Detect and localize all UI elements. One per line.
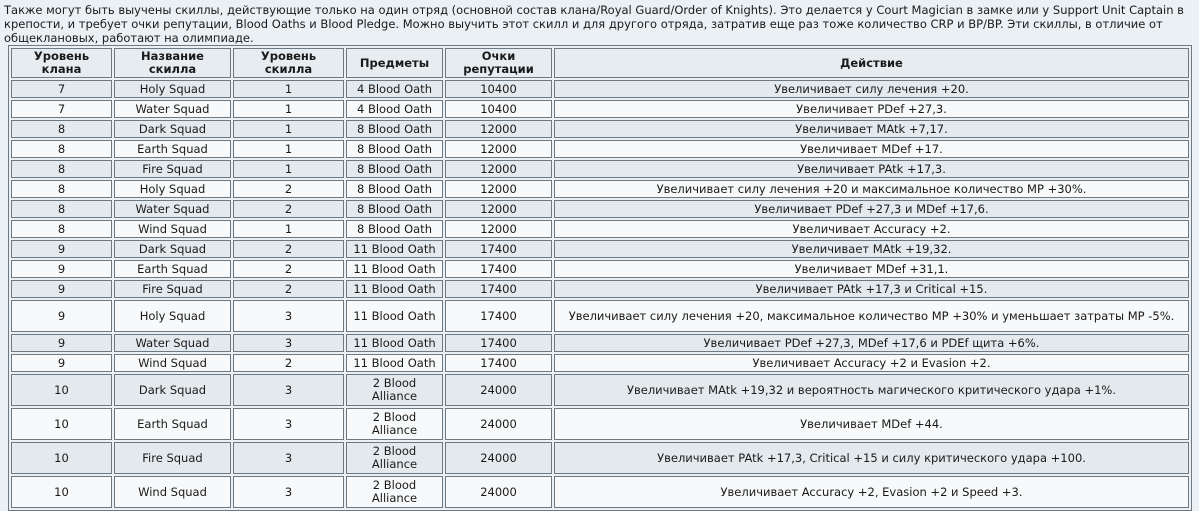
clan-level-cell: 9: [11, 334, 112, 352]
clan-level-cell: 8: [11, 140, 112, 158]
effect-cell: Увеличивает PAtk +17,3.: [554, 160, 1189, 178]
skill-name-cell: Earth Squad: [114, 140, 231, 158]
intro-paragraph: Также могут быть выучены скиллы, действующие только на один отряд (основной состав клана/Royal Guard/Order of Knights). Это делается у Court Magician в замке или у Support Unit Captain в крепости, и требует очки репутации, Blood Oaths и Blood Pledge. Можно выучить этот скилл и для другого отряда, затратив еще раз тоже количество CRP и BP/BP. Эти скиллы, в отличие от общеклановых, работают на олимпиаде.: [4, 3, 1184, 45]
table-row: [11, 442, 1189, 474]
effect-cell: Увеличивает силу лечения +20.: [554, 80, 1189, 98]
effect-cell: Увеличивает силу лечения +20, максимальное количество MP +30% и уменьшает затраты MP -5%.: [554, 300, 1189, 332]
table-row: [11, 240, 1189, 258]
table-row: [11, 354, 1189, 372]
reputation-cell: 10400: [445, 80, 552, 98]
skill-name-cell: Fire Squad: [114, 280, 231, 298]
skill-level-cell: 2: [233, 260, 344, 278]
effect-cell: Увеличивает PAtk +17,3, Critical +15 и силу критического удара +100.: [554, 442, 1189, 474]
skill-level-cell: 1: [233, 80, 344, 98]
skill-name-cell: Fire Squad: [114, 160, 231, 178]
table-row: [11, 80, 1189, 98]
effect-cell: Увеличивает MAtk +7,17.: [554, 120, 1189, 138]
skill-name-cell: Dark Squad: [114, 240, 231, 258]
skill-name-cell: Water Squad: [114, 200, 231, 218]
skill-name-cell: Holy Squad: [114, 300, 231, 332]
header-effect: Действие: [554, 48, 1189, 78]
effect-cell: Увеличивает MAtk +19,32.: [554, 240, 1189, 258]
reputation-cell: 12000: [445, 180, 552, 198]
clan-level-cell: 8: [11, 220, 112, 238]
effect-cell: Увеличивает Accuracy +2 и Evasion +2.: [554, 354, 1189, 372]
clan-level-cell: 9: [11, 354, 112, 372]
skill-level-cell: 2: [233, 240, 344, 258]
table-row: [11, 300, 1189, 332]
items-cell: 8 Blood Oath: [346, 140, 443, 158]
effect-cell: Увеличивает Accuracy +2.: [554, 220, 1189, 238]
skill-level-cell: 1: [233, 220, 344, 238]
clan-level-cell: 9: [11, 260, 112, 278]
reputation-cell: 17400: [445, 280, 552, 298]
header-clan-level: Уровень клана: [11, 48, 112, 78]
reputation-cell: 24000: [445, 408, 552, 440]
items-cell: 11 Blood Oath: [346, 280, 443, 298]
skill-level-cell: 2: [233, 200, 344, 218]
skill-name-cell: Dark Squad: [114, 374, 231, 406]
table-header-row: [11, 48, 1189, 78]
clan-level-cell: 9: [11, 280, 112, 298]
items-cell: 11 Blood Oath: [346, 260, 443, 278]
header-reputation: Очки репутации: [445, 48, 552, 78]
items-cell: 8 Blood Oath: [346, 220, 443, 238]
clan-level-cell: 10: [11, 442, 112, 474]
clan-level-cell: 9: [11, 300, 112, 332]
reputation-cell: 12000: [445, 220, 552, 238]
table-row: [11, 140, 1189, 158]
clan-level-cell: 8: [11, 200, 112, 218]
effect-cell: Увеличивает MDef +17.: [554, 140, 1189, 158]
items-cell: 2 Blood Alliance: [346, 476, 443, 508]
items-cell: 4 Blood Oath: [346, 80, 443, 98]
reputation-cell: 12000: [445, 200, 552, 218]
skill-name-cell: Wind Squad: [114, 354, 231, 372]
items-cell: 8 Blood Oath: [346, 200, 443, 218]
table-row: [11, 476, 1189, 508]
items-cell: 2 Blood Alliance: [346, 442, 443, 474]
items-cell: 2 Blood Alliance: [346, 374, 443, 406]
skill-level-cell: 3: [233, 476, 344, 508]
items-cell: 2 Blood Alliance: [346, 408, 443, 440]
reputation-cell: 12000: [445, 120, 552, 138]
table-row: [11, 334, 1189, 352]
reputation-cell: 17400: [445, 354, 552, 372]
skill-level-cell: 1: [233, 160, 344, 178]
table-row: [11, 280, 1189, 298]
skill-name-cell: Holy Squad: [114, 180, 231, 198]
skill-name-cell: Wind Squad: [114, 476, 231, 508]
skill-name-cell: Wind Squad: [114, 220, 231, 238]
reputation-cell: 10400: [445, 100, 552, 118]
reputation-cell: 24000: [445, 476, 552, 508]
reputation-cell: 12000: [445, 160, 552, 178]
effect-cell: Увеличивает Accuracy +2, Evasion +2 и Speed +3.: [554, 476, 1189, 508]
table-row: [11, 260, 1189, 278]
skill-name-cell: Earth Squad: [114, 260, 231, 278]
effect-cell: Увеличивает PDef +27,3.: [554, 100, 1189, 118]
header-items: Предметы: [346, 48, 443, 78]
items-cell: 11 Blood Oath: [346, 334, 443, 352]
clan-level-cell: 8: [11, 120, 112, 138]
reputation-cell: 24000: [445, 442, 552, 474]
table-row: [11, 160, 1189, 178]
skill-level-cell: 3: [233, 334, 344, 352]
table-row: [11, 200, 1189, 218]
reputation-cell: 24000: [445, 374, 552, 406]
skill-level-cell: 1: [233, 140, 344, 158]
table-row: [11, 374, 1189, 406]
items-cell: 4 Blood Oath: [346, 100, 443, 118]
skill-level-cell: 3: [233, 442, 344, 474]
skill-name-cell: Dark Squad: [114, 120, 231, 138]
table-row: [11, 220, 1189, 238]
clan-level-cell: 10: [11, 374, 112, 406]
skill-level-cell: 2: [233, 354, 344, 372]
items-cell: 11 Blood Oath: [346, 300, 443, 332]
skill-name-cell: Fire Squad: [114, 442, 231, 474]
skill-level-cell: 3: [233, 408, 344, 440]
skill-level-cell: 2: [233, 280, 344, 298]
clan-level-cell: 7: [11, 100, 112, 118]
skill-level-cell: 1: [233, 100, 344, 118]
skill-name-cell: Water Squad: [114, 334, 231, 352]
table-row: [11, 100, 1189, 118]
skill-level-cell: 3: [233, 374, 344, 406]
skill-name-cell: Water Squad: [114, 100, 231, 118]
effect-cell: Увеличивает MDef +31,1.: [554, 260, 1189, 278]
items-cell: 11 Blood Oath: [346, 240, 443, 258]
effect-cell: Увеличивает PDef +27,3 и MDef +17,6.: [554, 200, 1189, 218]
effect-cell: Увеличивает MAtk +19,32 и вероятность магического критического удара +1%.: [554, 374, 1189, 406]
reputation-cell: 12000: [445, 140, 552, 158]
items-cell: 8 Blood Oath: [346, 180, 443, 198]
reputation-cell: 17400: [445, 300, 552, 332]
clan-level-cell: 10: [11, 408, 112, 440]
clan-level-cell: 8: [11, 160, 112, 178]
items-cell: 11 Blood Oath: [346, 354, 443, 372]
skill-name-cell: Earth Squad: [114, 408, 231, 440]
effect-cell: Увеличивает силу лечения +20 и максимальное количество MP +30%.: [554, 180, 1189, 198]
table-row: [11, 120, 1189, 138]
table-row: [11, 408, 1189, 440]
clan-level-cell: 10: [11, 476, 112, 508]
effect-cell: Увеличивает PDef +27,3, MDef +17,6 и PDEf щита +6%.: [554, 334, 1189, 352]
clan-level-cell: 8: [11, 180, 112, 198]
header-skill-level: Уровень скилла: [233, 48, 344, 78]
clan-level-cell: 7: [11, 80, 112, 98]
reputation-cell: 17400: [445, 260, 552, 278]
reputation-cell: 17400: [445, 334, 552, 352]
items-cell: 8 Blood Oath: [346, 120, 443, 138]
skill-level-cell: 1: [233, 120, 344, 138]
skill-level-cell: 2: [233, 180, 344, 198]
header-skill-name: Название скилла: [114, 48, 231, 78]
effect-cell: Увеличивает MDef +44.: [554, 408, 1189, 440]
items-cell: 8 Blood Oath: [346, 160, 443, 178]
effect-cell: Увеличивает PAtk +17,3 и Critical +15.: [554, 280, 1189, 298]
squad-skills-table: [8, 45, 1192, 511]
clan-level-cell: 9: [11, 240, 112, 258]
reputation-cell: 17400: [445, 240, 552, 258]
skill-level-cell: 3: [233, 300, 344, 332]
skill-name-cell: Holy Squad: [114, 80, 231, 98]
table-row: [11, 180, 1189, 198]
